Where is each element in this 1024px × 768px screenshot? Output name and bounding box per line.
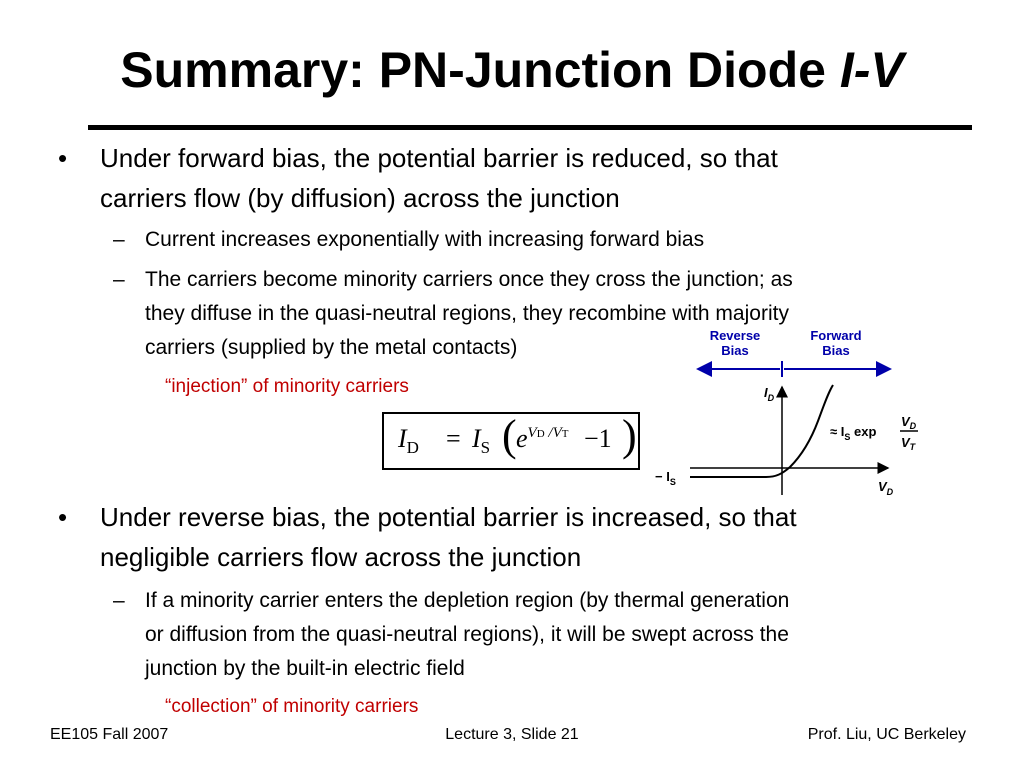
forward-bias-label-line1: Forward [810, 328, 862, 343]
equation-left-paren: ( [502, 411, 517, 460]
frac-denominator: $V_T$ [901, 435, 916, 452]
approx-label: ≈ $I_S$ exp [830, 424, 877, 442]
bullet-dot: • [58, 143, 68, 173]
sub-bullet-minority-line1: The carriers become minority carriers once they cross the junction; as [145, 268, 793, 291]
equation-lhs: $I_D$ [398, 424, 419, 457]
sub-bullet-depletion-line2: or diffusion from the quasi-neutral regions), it will be swept across the [145, 623, 789, 646]
sub-bullet-minority-line3: carriers (supplied by the metal contacts) [145, 336, 518, 359]
equation-exponential: $e^{VD /VT}$ [516, 424, 569, 453]
bullet-forward-bias [58, 138, 980, 218]
reverse-bias-label-line2: Bias [721, 343, 749, 358]
sub-bullet-exponential [113, 223, 975, 257]
iv-curve [690, 385, 833, 477]
sub-bullet-depletion-line3: junction by the built-in electric field [145, 657, 465, 680]
slide-title [0, 38, 1024, 102]
collection-note: “collection” of minority carriers [165, 696, 419, 717]
equation-equals: = [446, 424, 461, 453]
iv-curve-diagram [650, 325, 920, 500]
sub-bullet-minority-line2: they diffuse in the quasi-neutral regions, they recombine with majority [145, 302, 789, 325]
bullet-dot: • [58, 502, 68, 532]
neg-is-label: − $I_S$ [655, 469, 676, 487]
frac-numerator: $V_D$ [901, 414, 917, 431]
sub-bullet-depletion-line1: If a minority carrier enters the depletion region (by thermal generation [145, 589, 790, 612]
sub-bullet-dash: – [113, 268, 125, 291]
bullet-forward-line2: carriers flow (by diffusion) across the junction [100, 183, 620, 213]
x-axis-label: $V_D$ [878, 479, 894, 497]
equation-minus-one: −1 [584, 424, 612, 453]
sub-bullet-dash: – [113, 589, 125, 612]
equation-is: $I_S$ [472, 424, 491, 457]
footer-author: Prof. Liu, UC Berkeley [807, 726, 966, 743]
bullet-reverse-bias [58, 497, 980, 577]
bullet-forward-line1: Under forward bias, the potential barrier is reduced, so that [100, 143, 778, 173]
sub-bullet-depletion [113, 584, 975, 686]
sub-bullet-exponential-text: Current increases exponentially with increasing forward bias [145, 228, 705, 251]
footer-course: EE105 Fall 2007 [50, 726, 169, 743]
forward-bias-label-line2: Bias [822, 343, 850, 358]
bullet-reverse-line1: Under reverse bias, the potential barrier is increased, so that [100, 502, 797, 532]
diode-equation-box [382, 412, 640, 470]
bullet-reverse-line2: negligible carriers flow across the junction [100, 542, 582, 572]
reverse-bias-label-line1: Reverse [709, 328, 761, 343]
sub-bullet-dash: – [113, 228, 125, 251]
title-divider [88, 125, 972, 130]
equation-right-paren: ) [622, 411, 637, 460]
slide-title-main: Summary: PN-Junction Diode [120, 42, 840, 98]
injection-note: “injection” of minority carriers [165, 376, 409, 397]
slide-title-iv: I-V [839, 42, 904, 98]
footer-slide-number: Lecture 3, Slide 21 [445, 726, 579, 743]
y-axis-label: $I_D$ [764, 385, 775, 403]
